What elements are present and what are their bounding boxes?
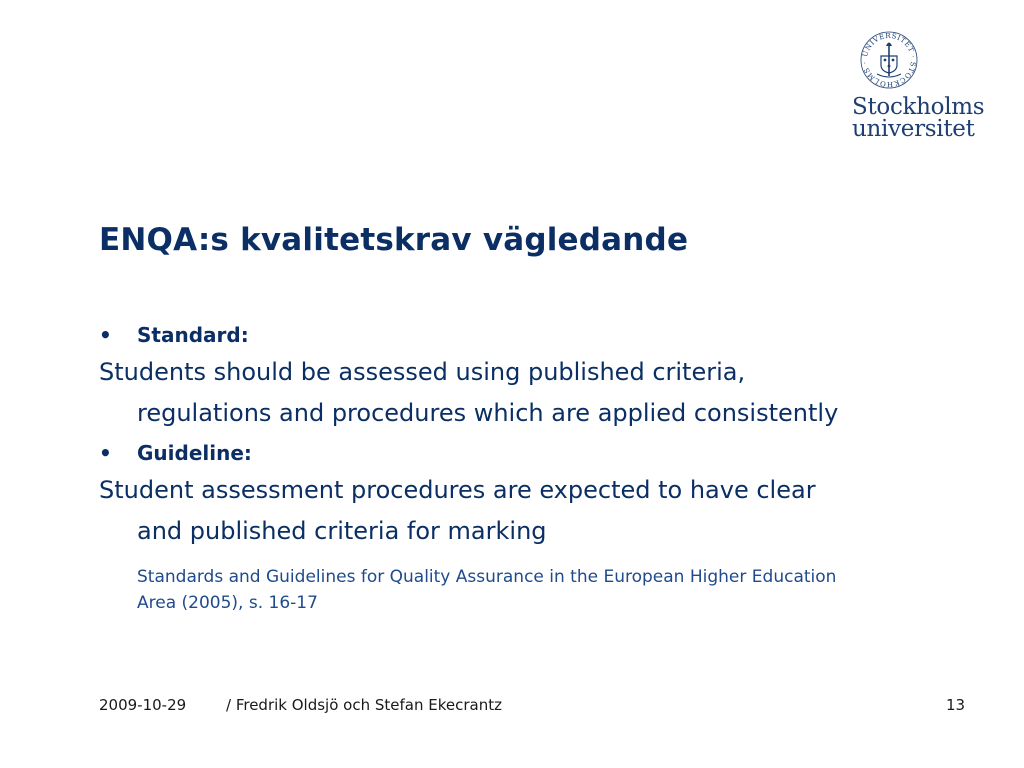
slide-title: ENQA:s kvalitetskrav vägledande	[99, 222, 689, 258]
standard-heading: Standard:	[137, 323, 249, 347]
university-name-line2: universitet	[852, 116, 975, 142]
guideline-text: Student assessment procedures are expected to have clear and published criteria for marking	[99, 476, 816, 545]
citation: Standards and Guidelines for Quality Assurance in the European Higher Education Area (2005), s. 16-17	[137, 567, 837, 613]
bullet-guideline	[99, 436, 859, 470]
university-name-line1: Stockholms	[852, 94, 985, 120]
standard-text: Students should be assessed using published criteria, regulations and procedures which are applied consistently	[99, 358, 839, 427]
footer-author: / Fredrik Oldsjö och Stefan Ekecrantz	[226, 696, 502, 714]
bullet-standard	[99, 318, 859, 352]
slide-content	[99, 318, 859, 616]
guideline-heading: Guideline:	[137, 441, 252, 465]
university-logo	[852, 30, 992, 145]
page-number: 13	[946, 696, 966, 714]
university-name	[852, 96, 984, 140]
bullet-icon: •	[99, 323, 112, 347]
bullet-icon: •	[99, 441, 112, 465]
seal-text: UNIVERSITET · STOCKHOLMS ·	[861, 31, 918, 89]
footer-date: 2009-10-29	[99, 696, 187, 714]
university-seal-icon	[859, 30, 919, 90]
